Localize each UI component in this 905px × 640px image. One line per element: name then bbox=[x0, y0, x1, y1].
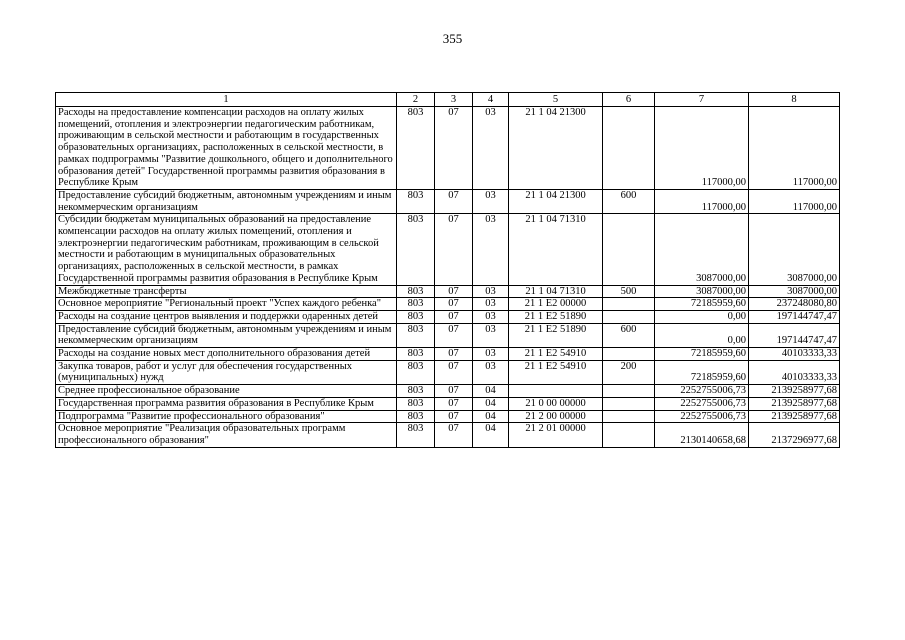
row-code-cell bbox=[603, 385, 655, 398]
row-code-cell: 07 bbox=[435, 397, 473, 410]
row-code-cell: 21 2 00 00000 bbox=[509, 410, 603, 423]
row-code-cell: 803 bbox=[397, 360, 435, 384]
row-code-cell: 200 bbox=[603, 360, 655, 384]
row-code-cell: 07 bbox=[435, 189, 473, 213]
table-row bbox=[56, 107, 840, 190]
header-cell: 2 bbox=[397, 93, 435, 107]
header-cell: 4 bbox=[473, 93, 509, 107]
header-cell: 8 bbox=[749, 93, 840, 107]
row-amount-cell: 117000,00 bbox=[655, 189, 749, 213]
row-code-cell: 500 bbox=[603, 285, 655, 298]
row-code-cell: 21 2 01 00000 bbox=[509, 423, 603, 447]
table-row bbox=[56, 360, 840, 384]
row-code-cell: 600 bbox=[603, 323, 655, 347]
row-code-cell bbox=[603, 107, 655, 190]
row-code-cell: 21 1 04 71310 bbox=[509, 214, 603, 285]
table-row bbox=[56, 423, 840, 447]
row-code-cell: 07 bbox=[435, 360, 473, 384]
row-code-cell: 03 bbox=[473, 189, 509, 213]
row-amount-cell: 0,00 bbox=[655, 323, 749, 347]
row-code-cell: 03 bbox=[473, 323, 509, 347]
row-code-cell: 21 1 E2 54910 bbox=[509, 348, 603, 361]
row-amount-cell: 237248080,80 bbox=[749, 298, 840, 311]
row-code-cell: 803 bbox=[397, 214, 435, 285]
row-code-cell: 04 bbox=[473, 410, 509, 423]
row-amount-cell: 2252755006,73 bbox=[655, 410, 749, 423]
page-number: 355 bbox=[442, 31, 463, 46]
header-cell: 5 bbox=[509, 93, 603, 107]
row-code-cell: 04 bbox=[473, 423, 509, 447]
row-amount-cell: 3087000,00 bbox=[655, 285, 749, 298]
row-code-cell bbox=[603, 423, 655, 447]
row-amount-cell: 72185959,60 bbox=[655, 360, 749, 384]
row-name-cell: Основное мероприятие "Реализация образовательных программ профессионального образования" bbox=[56, 423, 397, 447]
row-code-cell: 07 bbox=[435, 298, 473, 311]
header-row bbox=[56, 93, 840, 107]
row-code-cell bbox=[603, 348, 655, 361]
row-name-cell: Закупка товаров, работ и услуг для обеспечения государственных (муниципальных) нужд bbox=[56, 360, 397, 384]
row-name-cell: Межбюджетные трансферты bbox=[56, 285, 397, 298]
table-row bbox=[56, 410, 840, 423]
row-name-cell: Предоставление субсидий бюджетным, автономным учреждениям и иным некоммерческим организациям bbox=[56, 189, 397, 213]
row-code-cell: 803 bbox=[397, 310, 435, 323]
row-code-cell bbox=[509, 385, 603, 398]
header-cell: 3 bbox=[435, 93, 473, 107]
row-code-cell: 03 bbox=[473, 310, 509, 323]
row-code-cell bbox=[603, 310, 655, 323]
row-code-cell: 803 bbox=[397, 189, 435, 213]
row-amount-cell: 2252755006,73 bbox=[655, 397, 749, 410]
row-code-cell bbox=[603, 397, 655, 410]
table-row bbox=[56, 298, 840, 311]
row-code-cell: 07 bbox=[435, 385, 473, 398]
row-code-cell: 21 1 E2 54910 bbox=[509, 360, 603, 384]
row-name-cell: Подпрограмма "Развитие профессионального образования" bbox=[56, 410, 397, 423]
row-code-cell: 07 bbox=[435, 310, 473, 323]
row-amount-cell: 2137296977,68 bbox=[749, 423, 840, 447]
row-code-cell: 21 1 04 21300 bbox=[509, 189, 603, 213]
table-row bbox=[56, 348, 840, 361]
row-amount-cell: 117000,00 bbox=[749, 189, 840, 213]
row-code-cell: 21 1 04 71310 bbox=[509, 285, 603, 298]
row-amount-cell: 197144747,47 bbox=[749, 310, 840, 323]
row-code-cell: 803 bbox=[397, 298, 435, 311]
row-code-cell: 07 bbox=[435, 107, 473, 190]
row-amount-cell: 117000,00 bbox=[749, 107, 840, 190]
row-amount-cell: 72185959,60 bbox=[655, 348, 749, 361]
row-code-cell: 07 bbox=[435, 410, 473, 423]
row-amount-cell: 40103333,33 bbox=[749, 360, 840, 384]
row-amount-cell: 117000,00 bbox=[655, 107, 749, 190]
table-row bbox=[56, 323, 840, 347]
row-code-cell bbox=[603, 410, 655, 423]
row-amount-cell: 2130140658,68 bbox=[655, 423, 749, 447]
row-name-cell: Расходы на предоставление компенсации расходов на оплату жилых помещений, отопления и электроэнергии педагогическим работникам, проживающим в сельской местности и работающим в государственных образовательных организациях, расположенных в сельской местности, в рамках подпрограммы "Развитие дошкольного, общего и дополнительного образования детей" Государственной программы развития образования в Республике Крым bbox=[56, 107, 397, 190]
row-code-cell: 21 1 04 21300 bbox=[509, 107, 603, 190]
row-code-cell: 21 1 E2 51890 bbox=[509, 310, 603, 323]
row-code-cell: 03 bbox=[473, 285, 509, 298]
row-amount-cell: 3087000,00 bbox=[655, 214, 749, 285]
row-name-cell: Расходы на создание центров выявления и поддержки одаренных детей bbox=[56, 310, 397, 323]
table-row bbox=[56, 310, 840, 323]
row-amount-cell: 40103333,33 bbox=[749, 348, 840, 361]
row-amount-cell: 2139258977,68 bbox=[749, 397, 840, 410]
header-cell: 6 bbox=[603, 93, 655, 107]
row-amount-cell: 3087000,00 bbox=[749, 214, 840, 285]
row-code-cell: 03 bbox=[473, 360, 509, 384]
row-name-cell: Среднее профессиональное образование bbox=[56, 385, 397, 398]
row-code-cell: 07 bbox=[435, 423, 473, 447]
header-cell: 7 bbox=[655, 93, 749, 107]
row-code-cell: 803 bbox=[397, 410, 435, 423]
row-code-cell: 07 bbox=[435, 348, 473, 361]
table-body bbox=[56, 107, 840, 448]
header-cell: 1 bbox=[56, 93, 397, 107]
row-name-cell: Государственная программа развития образования в Республике Крым bbox=[56, 397, 397, 410]
row-code-cell bbox=[603, 214, 655, 285]
row-code-cell: 803 bbox=[397, 423, 435, 447]
row-code-cell: 03 bbox=[473, 107, 509, 190]
row-code-cell: 04 bbox=[473, 397, 509, 410]
row-code-cell: 21 1 E2 51890 bbox=[509, 323, 603, 347]
row-code-cell: 21 1 E2 00000 bbox=[509, 298, 603, 311]
row-code-cell: 803 bbox=[397, 397, 435, 410]
row-name-cell: Расходы на создание новых мест дополнительного образования детей bbox=[56, 348, 397, 361]
row-amount-cell: 3087000,00 bbox=[749, 285, 840, 298]
table-row bbox=[56, 214, 840, 285]
row-code-cell bbox=[603, 298, 655, 311]
table-row bbox=[56, 397, 840, 410]
row-code-cell: 803 bbox=[397, 285, 435, 298]
row-code-cell: 07 bbox=[435, 285, 473, 298]
row-name-cell: Субсидии бюджетам муниципальных образований на предоставление компенсации расходов на оплату жилых помещений, отопления и электроэнергии педагогическим работникам, проживающим в сельской местности и работающим в муниципальных образовательных организациях, расположенных в сельской местности, в рамках Государственной программы развития образования в Республике Крым bbox=[56, 214, 397, 285]
row-code-cell: 07 bbox=[435, 214, 473, 285]
row-amount-cell: 0,00 bbox=[655, 310, 749, 323]
table-row bbox=[56, 385, 840, 398]
row-code-cell: 21 0 00 00000 bbox=[509, 397, 603, 410]
row-amount-cell: 197144747,47 bbox=[749, 323, 840, 347]
row-code-cell: 03 bbox=[473, 214, 509, 285]
row-amount-cell: 72185959,60 bbox=[655, 298, 749, 311]
row-code-cell: 803 bbox=[397, 348, 435, 361]
row-name-cell: Основное мероприятие "Региональный проект "Успех каждого ребенка" bbox=[56, 298, 397, 311]
row-amount-cell: 2252755006,73 bbox=[655, 385, 749, 398]
table-row bbox=[56, 285, 840, 298]
row-code-cell: 803 bbox=[397, 323, 435, 347]
row-code-cell: 03 bbox=[473, 298, 509, 311]
table-row bbox=[56, 189, 840, 213]
row-amount-cell: 2139258977,68 bbox=[749, 385, 840, 398]
row-name-cell: Предоставление субсидий бюджетным, автономным учреждениям и иным некоммерческим организациям bbox=[56, 323, 397, 347]
row-code-cell: 03 bbox=[473, 348, 509, 361]
row-code-cell: 07 bbox=[435, 323, 473, 347]
row-code-cell: 803 bbox=[397, 385, 435, 398]
row-code-cell: 04 bbox=[473, 385, 509, 398]
budget-table bbox=[55, 92, 840, 448]
row-code-cell: 803 bbox=[397, 107, 435, 190]
row-code-cell: 600 bbox=[603, 189, 655, 213]
row-amount-cell: 2139258977,68 bbox=[749, 410, 840, 423]
